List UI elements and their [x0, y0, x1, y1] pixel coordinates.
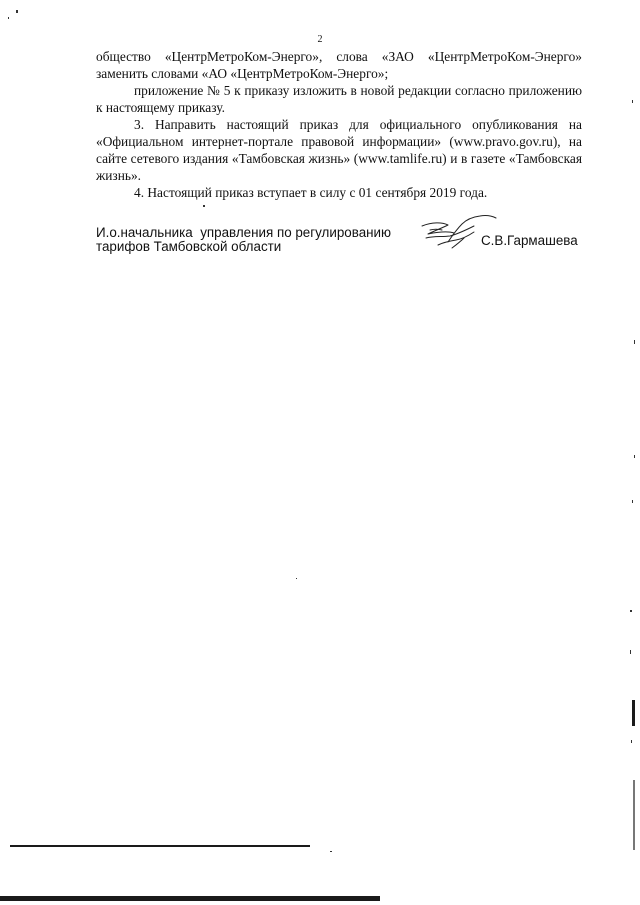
paragraph-effective-date: 4. Настоящий приказ вступает в силу с 01 сентября 2019 года. — [134, 185, 488, 200]
signatory-name: С.В.Гармашева — [481, 233, 578, 248]
signatory-title-line-2: тарифов Тамбовской области — [96, 239, 282, 254]
paragraph-appendix-5: приложение № 5 к приказу изложить в новой редакции согласно приложению к настоящему приказу. — [96, 83, 582, 115]
paragraph-renaming-clause: общество «ЦентрМетроКом-Энерго», слова «ЗАО «ЦентрМетроКом-Энерго» заменить словами «АО «ЦентрМетроКом-Энерго»; — [96, 49, 582, 81]
signatory-title-line-1: И.о.начальника управления по регулированию — [96, 225, 392, 240]
page-number: 2 — [317, 34, 323, 45]
paragraph-publication: 3. Направить настоящий приказ для официального опубликования на «Официальном интернет-портале правовой информации» (www.pravo.gov.ru), на сайте сетевого издания «Тамбовская жизнь» (www.tamlife.ru) и в газете «Тамбовская жизнь». — [96, 117, 582, 183]
